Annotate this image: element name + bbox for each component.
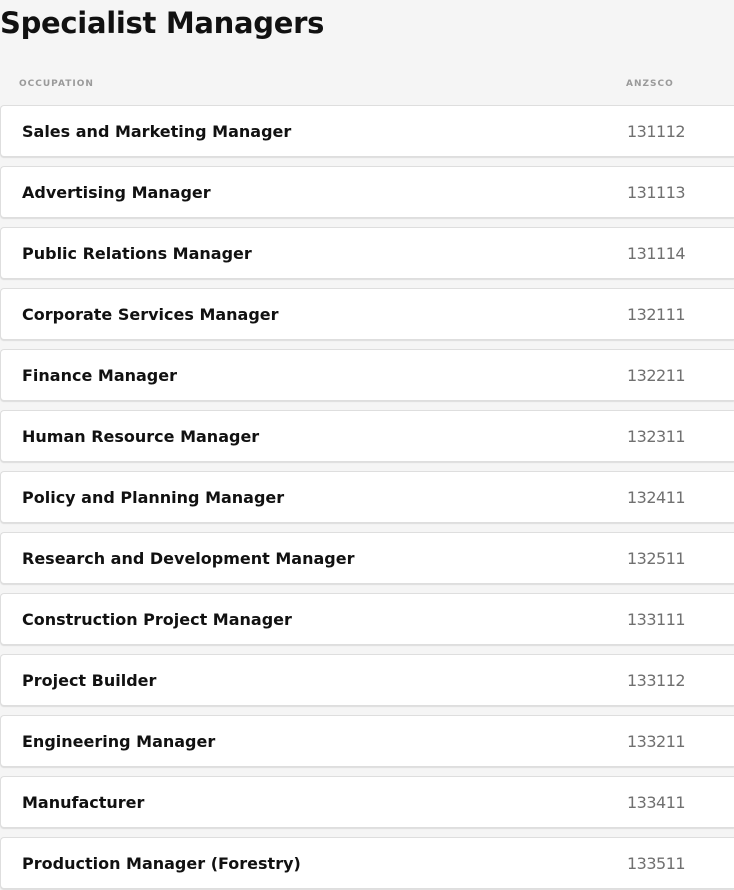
anzsco-code: 133211: [627, 732, 686, 751]
occupation-name: Advertising Manager: [22, 183, 211, 202]
occupation-name: Public Relations Manager: [22, 244, 252, 263]
anzsco-code: 133111: [627, 610, 686, 629]
table-row[interactable]: [0, 593, 734, 645]
occupation-name: Manufacturer: [22, 793, 145, 812]
table-row[interactable]: [0, 532, 734, 584]
anzsco-code: 131112: [627, 122, 686, 141]
anzsco-code: 133411: [627, 793, 686, 812]
anzsco-code: 131113: [627, 183, 686, 202]
anzsco-code: 133112: [627, 671, 686, 690]
table-row[interactable]: [0, 410, 734, 462]
anzsco-code: 132411: [627, 488, 686, 507]
occupation-list: [0, 105, 734, 890]
page-title: Specialist Managers: [0, 6, 325, 40]
occupation-name: Production Manager (Forestry): [22, 854, 301, 873]
column-header-anzsco: ANZSCO: [626, 79, 674, 89]
occupation-name: Construction Project Manager: [22, 610, 292, 629]
table-row[interactable]: [0, 471, 734, 523]
anzsco-code: 132511: [627, 549, 686, 568]
table-row[interactable]: [0, 166, 734, 218]
occupation-name: Engineering Manager: [22, 732, 216, 751]
table-row[interactable]: [0, 105, 734, 157]
anzsco-code: 132311: [627, 427, 686, 446]
occupation-name: Corporate Services Manager: [22, 305, 279, 324]
anzsco-code: 131114: [627, 244, 686, 263]
occupation-name: Policy and Planning Manager: [22, 488, 285, 507]
table-row[interactable]: [0, 776, 734, 828]
anzsco-code: 132111: [627, 305, 686, 324]
occupation-name: Research and Development Manager: [22, 549, 355, 568]
table-row[interactable]: [0, 715, 734, 767]
table-row[interactable]: [0, 288, 734, 340]
table-row[interactable]: [0, 349, 734, 401]
occupation-name: Project Builder: [22, 671, 157, 690]
column-header-occupation: OCCUPATION: [19, 79, 94, 89]
table-row[interactable]: [0, 654, 734, 706]
anzsco-code: 132211: [627, 366, 686, 385]
occupation-name: Finance Manager: [22, 366, 177, 385]
occupation-name: Sales and Marketing Manager: [22, 122, 292, 141]
table-row[interactable]: [0, 227, 734, 279]
table-row[interactable]: [0, 837, 734, 889]
anzsco-code: 133511: [627, 854, 686, 873]
occupation-name: Human Resource Manager: [22, 427, 260, 446]
